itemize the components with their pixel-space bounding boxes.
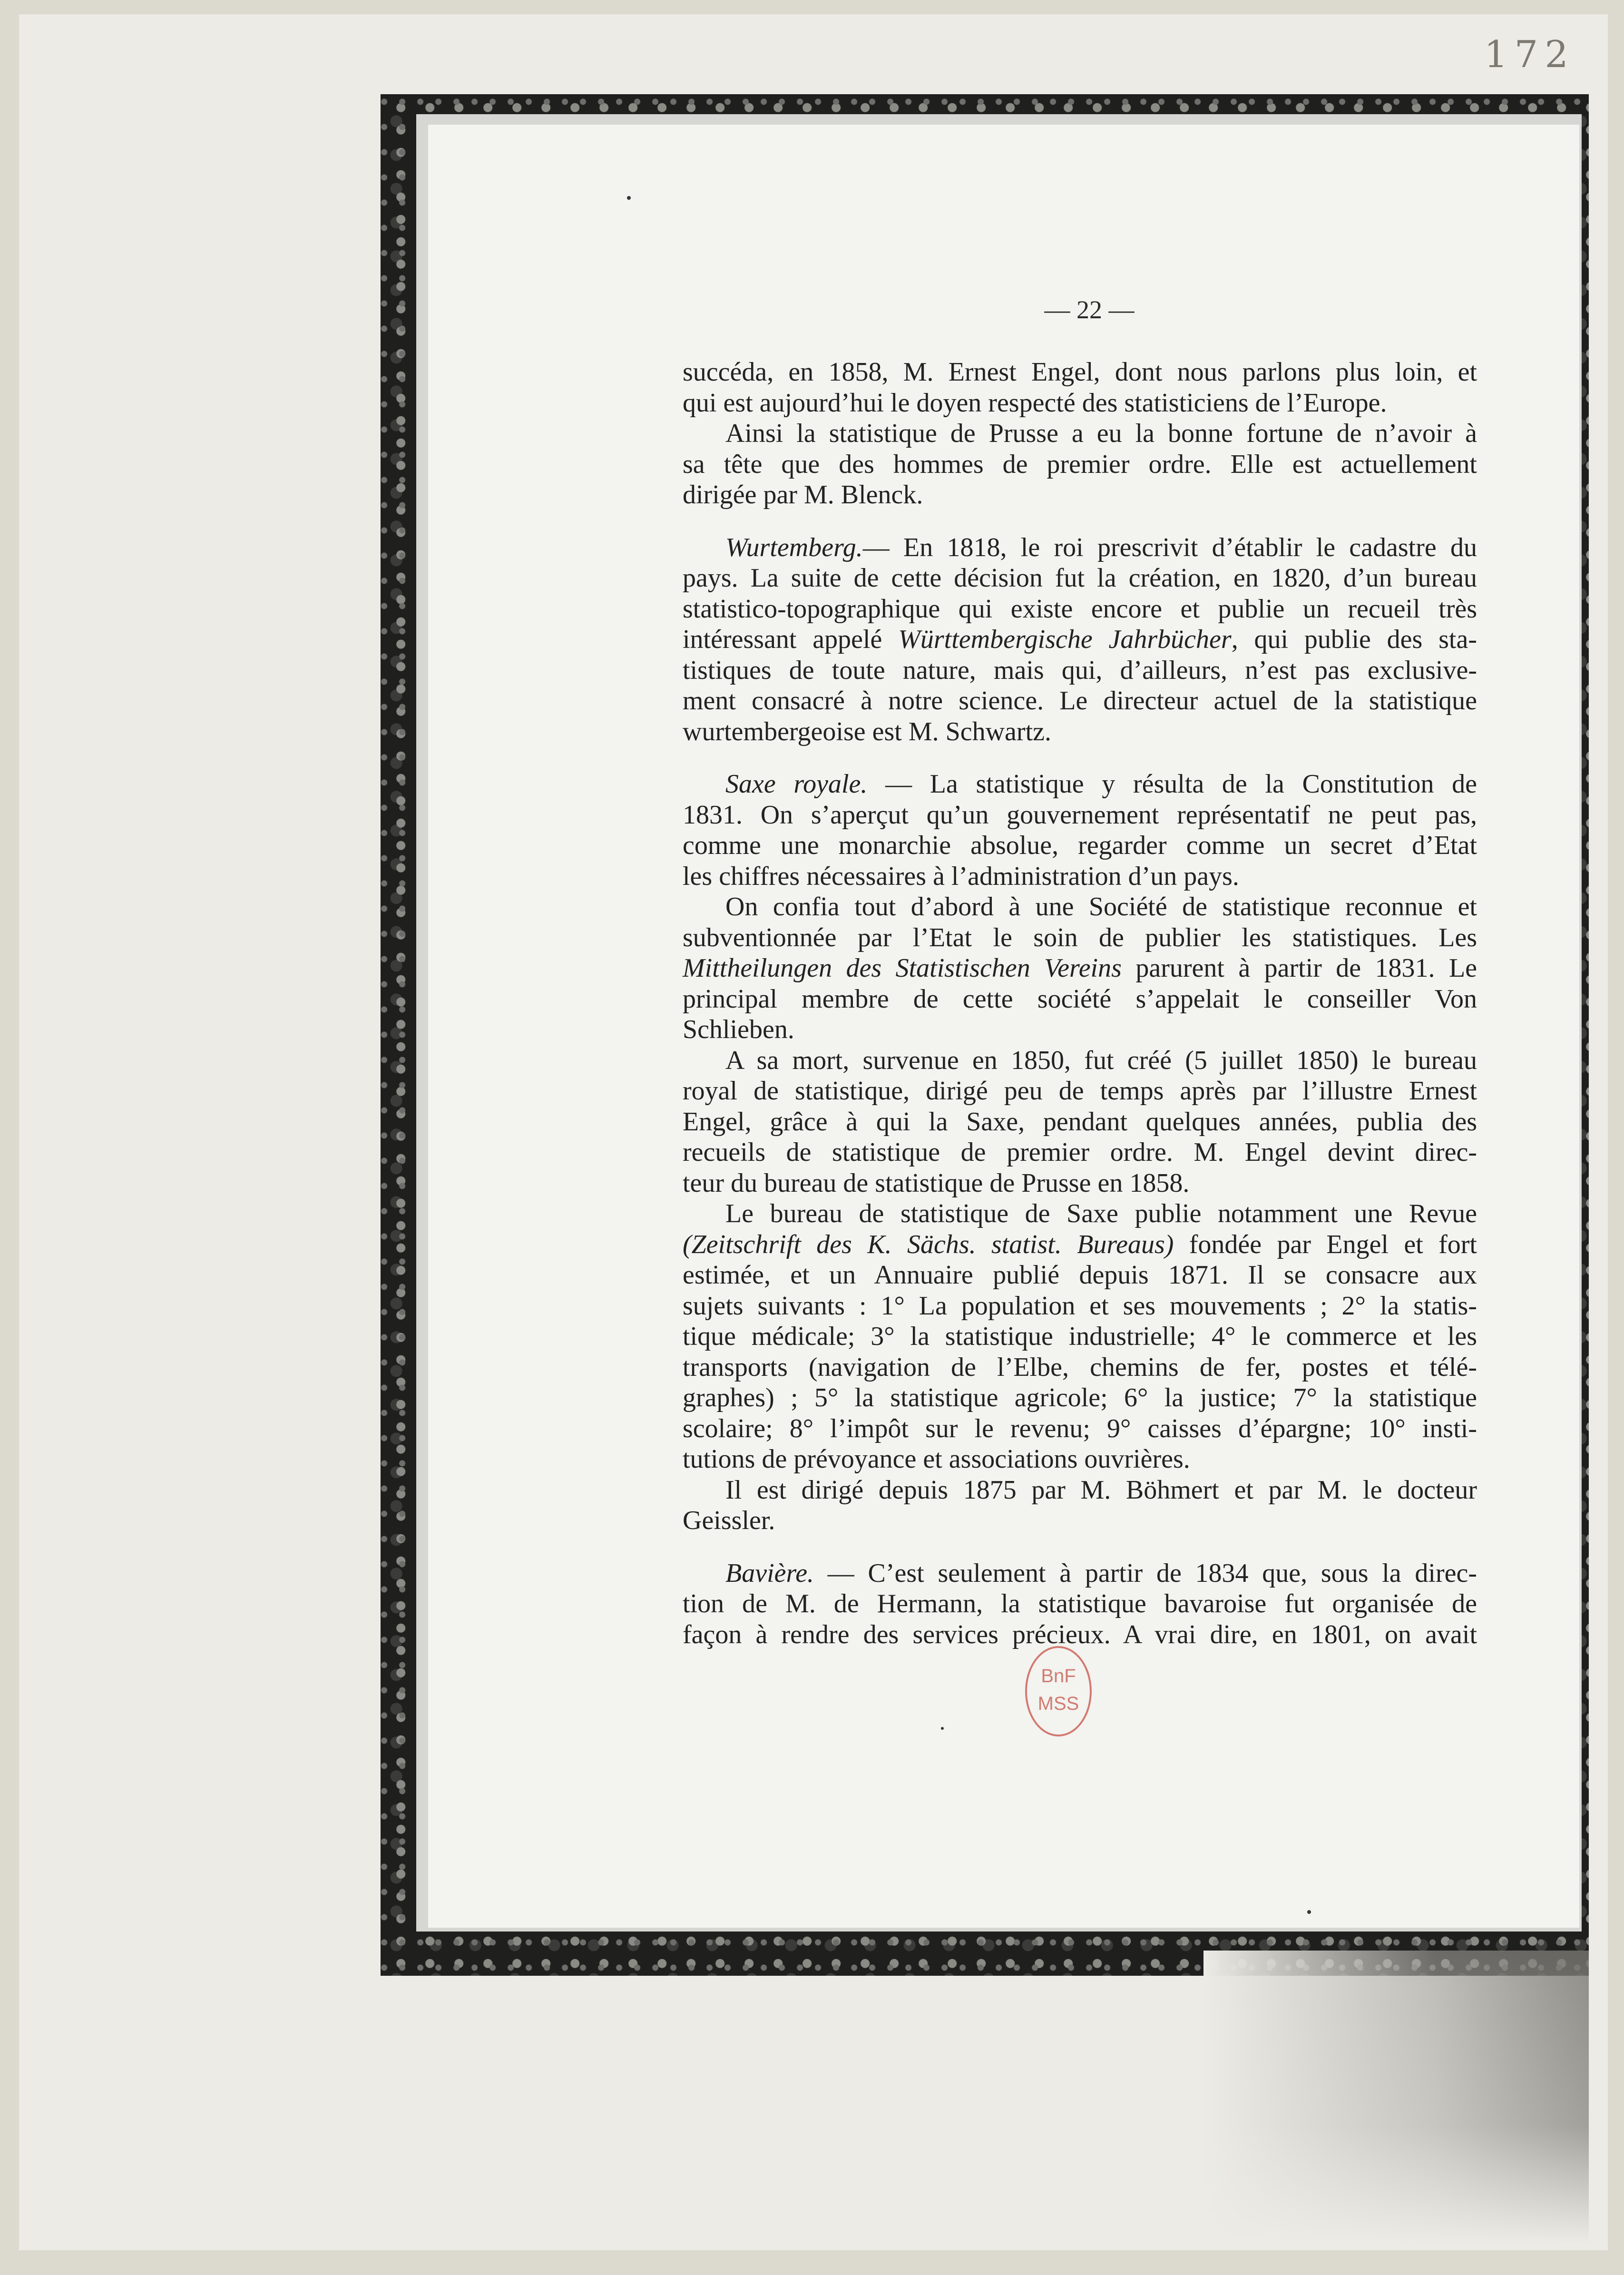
italic-title: Mittheilungen des Statistischen Vereins [683, 953, 1122, 983]
text-run: , qui publie des sta- [1231, 625, 1477, 654]
text-line [683, 594, 1477, 625]
text-line [683, 624, 1477, 655]
text-run: comme une monarchie absolue, regarder comme un secret d’Etat [683, 831, 1477, 860]
text-run: Schlieben. [683, 1015, 794, 1044]
text-line [683, 1505, 1477, 1536]
text-run: royal de statistique, dirigé peu de temps après par l’illustre Ernest [683, 1076, 1477, 1106]
text-line [683, 984, 1477, 1015]
text-line [683, 953, 1477, 984]
text-line [683, 1168, 1477, 1199]
text-run: statistico-topographique qui existe encore et publie un recueil très [683, 594, 1477, 624]
text-line [683, 1475, 1477, 1506]
text-run: recueils de statistique de premier ordre. M. Engel devint direc- [683, 1138, 1477, 1167]
text-run: subventionnée par l’Etat le soin de publier les statistiques. Les [683, 922, 1477, 952]
text-run: tion de M. de Hermann, la statistique bavaroise fut organisée de [683, 1589, 1477, 1618]
italic-title: Bavière. [725, 1558, 814, 1588]
text-line [683, 892, 1477, 922]
section [683, 357, 1477, 510]
body-text [683, 357, 1477, 1650]
text-run: Le bureau de statistique de Saxe publie notamment une Revue [725, 1199, 1477, 1228]
text-line [683, 1413, 1477, 1444]
text-run: sa tête que des hommes de premier ordre. Elle est actuellement [683, 449, 1477, 479]
text-line [683, 686, 1477, 716]
text-line [683, 922, 1477, 953]
section [683, 1558, 1477, 1650]
scan-shadow [1203, 1951, 1589, 2243]
text-run: scolaire; 8° l’impôt sur le revenu; 9° caisses d’épargne; 10° insti- [683, 1413, 1477, 1443]
text-run: succéda, en 1858, M. Ernest Engel, dont nous parlons plus loin, et [683, 357, 1477, 387]
text-line [683, 532, 1477, 563]
stamp-line-2: MSS [1037, 1693, 1079, 1714]
text-run: tistiques de toute nature, mais qui, d’ailleurs, n’est pas exclusive- [683, 655, 1477, 685]
text-run: tique médicale; 3° la statistique industrielle; 4° le commerce et les [683, 1322, 1477, 1351]
text-line [683, 1229, 1477, 1260]
paragraph [683, 418, 1477, 510]
text-run: ment consacré à notre science. Le directeur actuel de la statistique [683, 686, 1477, 716]
text-run: — C’est seulement à partir de 1834 que, sous la direc- [814, 1558, 1477, 1588]
paragraph [683, 1198, 1477, 1475]
text-run: les chiffres nécessaires à l’administration d’un pays. [683, 861, 1239, 891]
text-line [683, 563, 1477, 594]
speck [627, 196, 631, 200]
text-line [683, 480, 1477, 510]
text-run: estimée, et un Annuaire publié depuis 1871. Il se consacre aux [683, 1260, 1477, 1290]
italic-title: Saxe royale. [725, 769, 868, 799]
text-line [683, 1321, 1477, 1352]
text-run: — La statistique y résulta de la Constitution de [867, 769, 1477, 799]
text-run: dirigée par M. Blenck. [683, 480, 923, 510]
text-line [683, 1291, 1477, 1322]
text-run: fondée par Engel et fort [1174, 1229, 1477, 1259]
paragraph [683, 1475, 1477, 1536]
text-line [683, 1198, 1477, 1229]
text-run: On confia tout d’abord à une Société de statistique reconnue et [725, 892, 1477, 922]
text-line [683, 1558, 1477, 1589]
speck [1307, 1910, 1311, 1914]
text-run: qui est aujourd’hui le doyen respecté des statisticiens de l’Europe. [683, 388, 1387, 418]
text-run: principal membre de cette société s’appelait le conseiller Von [683, 984, 1477, 1014]
text-line [683, 1014, 1477, 1045]
text-line [683, 1045, 1477, 1076]
text-line [683, 1383, 1477, 1413]
text-line [683, 1352, 1477, 1383]
text-line [683, 1137, 1477, 1168]
italic-title: Wurtemberg. [725, 532, 863, 562]
text-line [683, 861, 1477, 892]
italic-title: (Zeitschrift des K. Sächs. statist. Bureaus) [683, 1229, 1174, 1259]
text-run: graphes) ; 5° la statistique agricole; 6° la justice; 7° la statistique [683, 1383, 1477, 1412]
text-line [683, 1260, 1477, 1291]
text-line [683, 1076, 1477, 1107]
page-number: — 22 — [1044, 295, 1135, 324]
paragraph [683, 1558, 1477, 1650]
text-run: Geissler. [683, 1506, 775, 1535]
italic-title: Württembergische Jahrbücher [898, 625, 1232, 654]
text-line [683, 388, 1477, 419]
text-line [683, 357, 1477, 388]
text-run: intéressant appelé [683, 625, 899, 654]
speck [941, 1727, 944, 1730]
folio-number: 172 [1484, 33, 1575, 76]
paragraph [683, 1045, 1477, 1199]
paragraph [683, 769, 1477, 892]
text-run: parurent à partir de 1831. Le [1121, 953, 1477, 983]
text-line [683, 1444, 1477, 1475]
text-line [683, 769, 1477, 800]
text-line [683, 800, 1477, 831]
text-run: transports (navigation de l’Elbe, chemins de fer, postes et télé- [683, 1352, 1477, 1382]
text-run: sujets suivants : 1° La population et ses mouvements ; 2° la statis- [683, 1291, 1477, 1321]
paragraph [683, 892, 1477, 1045]
section [683, 532, 1477, 747]
text-run: A sa mort, survenue en 1850, fut créé (5 juillet 1850) le bureau [725, 1045, 1477, 1075]
text-run: tutions de prévoyance et associations ouvrières. [683, 1444, 1190, 1474]
text-line [683, 1107, 1477, 1138]
text-line [683, 418, 1477, 449]
text-run: Engel, grâce à qui la Saxe, pendant quelques années, publia des [683, 1107, 1477, 1137]
text-run: wurtembergeoise est M. Schwartz. [683, 716, 1051, 746]
paragraph [683, 357, 1477, 418]
text-line [683, 830, 1477, 861]
text-line [683, 1589, 1477, 1619]
text-line [683, 1619, 1477, 1650]
paragraph [683, 532, 1477, 747]
text-run: teur du bureau de statistique de Prusse en 1858. [683, 1168, 1190, 1198]
text-run: — En 1818, le roi prescrivit d’établir le cadastre du [862, 532, 1477, 562]
text-line [683, 449, 1477, 480]
text-run: Ainsi la statistique de Prusse a eu la bonne fortune de n’avoir à [725, 419, 1477, 448]
section [683, 769, 1477, 1536]
text-line [683, 716, 1477, 747]
text-run: façon à rendre des services précieux. A vrai dire, en 1801, on avait [683, 1619, 1477, 1649]
stamp-line-1: BnF [1041, 1666, 1076, 1687]
text-run: 1831. On s’aperçut qu’un gouvernement représentatif ne peut pas, [683, 800, 1477, 830]
bnf-mss-stamp [1025, 1646, 1092, 1736]
text-line [683, 655, 1477, 686]
text-run: pays. La suite de cette décision fut la création, en 1820, d’un bureau [683, 563, 1477, 593]
text-run: Il est dirigé depuis 1875 par M. Böhmert et par M. le docteur [725, 1475, 1477, 1505]
